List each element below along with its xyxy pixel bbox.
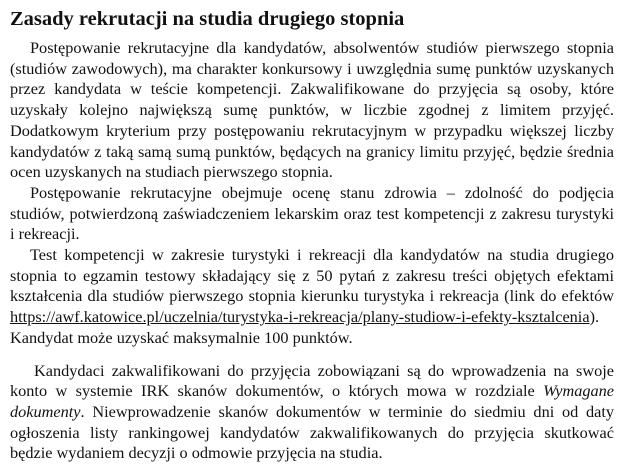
paragraph-text: . Niewprowadzenie skanów dokumentów w terminie do siedmiu dni od daty ogłoszenia listy rankingowej kandydatów zakwalifikowanych do przyjęcia skutkować będzie wydaniem decyzji o odmowie przyjęcia na studia. [10,401,614,463]
paragraph-health-and-test: Postępowanie rekrutacyjne obejmuje ocenę stanu zdrowia – zdolność do podjęcia studiów, potwierdzoną zaświadczeniem lekarskim oraz test kompetencji z zakresu turystyki i rekreacji. [10,182,614,244]
paragraph-text: Kandydaci zakwalifikowani do przyjęcia zobowiązani są do wprowadzenia na swoje konto w systemie IRK skanów dokumentów, o których mowa w rozdziale [10,360,614,401]
learning-outcomes-link[interactable]: https://awf.katowice.pl/uczelnia/turystyka-i-rekreacja/plany-studiow-i-efekty-ksztalcenia [10,307,590,327]
page-title: Zasady rekrutacji na studia drugiego stopnia [10,8,405,30]
paragraph-competition-rules: Postępowanie rekrutacyjne dla kandydatów, absolwentów studiów pierwszego stopnia (studiów zawodowych), ma charakter konkursowy i uwzględnia sumę punktów uzyskanych przez kandydata w teście kompetencji. Zakwalifikowane do przyjęcia są osoby, które uzyskały kolejno największą sumę punktów, w liczbie zgodnej z limitem przyjęć. Dodatkowym kryterium przy postępowaniu rekrutacyjnym w przypadku większej liczby kandydatów z taką samą sumą punktów, będących na granicy limitu przyjęć, będzie średnia ocen uzyskanych na studiach pierwszego stopnia. [10,38,614,182]
required-documents-reference: Wymagane dokumenty [10,381,614,421]
paragraph-competence-test [10,245,614,349]
paragraph-documents-upload [10,361,614,465]
paragraph-text: Test kompetencji w zakresie turystyki i rekreacji dla kandydatów na studia drugiego stopnia to egzamin testowy składający się z 50 pytań z zakresu treści objętych efektami kształcenia dla studiów pierwszego stopnia kierunku turystyka i rekreacja (link do efektów [10,245,614,306]
paragraph-text: ). Kandydat może uzyskać maksymalnie 100 punktów. [10,307,600,347]
document-page [10,6,614,464]
